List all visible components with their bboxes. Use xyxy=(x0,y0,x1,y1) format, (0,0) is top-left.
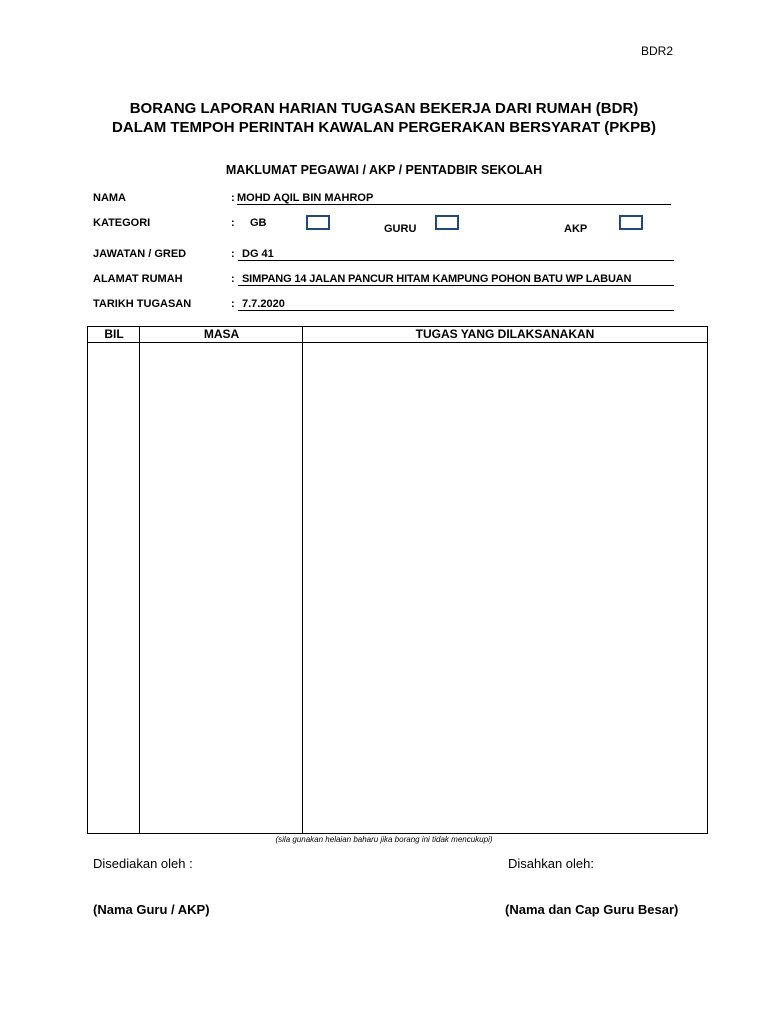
column-header-bil: BIL xyxy=(104,327,124,341)
alamat-value[interactable]: SIMPANG 14 JALAN PANCUR HITAM KAMPUNG POHON BATU WP LABUAN xyxy=(242,273,632,285)
kategori-gb-checkbox[interactable] xyxy=(306,215,330,230)
alamat-underline xyxy=(238,285,674,286)
jawatan-value[interactable]: DG 41 xyxy=(242,248,274,260)
nama-underline xyxy=(237,204,671,205)
form-code: BDR2 xyxy=(641,44,674,58)
form-title-line2: DALAM TEMPOH PERINTAH KAWALAN PERGERAKAN BERSYARAT (PKPB) xyxy=(112,119,656,136)
tarikh-colon: : xyxy=(231,298,235,310)
kategori-colon: : xyxy=(231,217,235,229)
jawatan-colon: : xyxy=(231,248,235,260)
form-title-line1: BORANG LAPORAN HARIAN TUGASAN BEKERJA DARI RUMAH (BDR) xyxy=(129,100,639,117)
alamat-label: ALAMAT RUMAH xyxy=(93,273,183,285)
nama-label: NAMA xyxy=(93,192,126,204)
kategori-akp-checkbox[interactable] xyxy=(619,215,643,230)
kategori-option-akp-label: AKP xyxy=(564,223,588,235)
alamat-colon: : xyxy=(231,273,235,285)
column-header-masa: MASA xyxy=(203,327,240,341)
kategori-label: KATEGORI xyxy=(93,217,151,229)
jawatan-label: JAWATAN / GRED xyxy=(93,248,187,260)
nama-value[interactable]: MOHD AQIL BIN MAHROP xyxy=(237,192,374,204)
tarikh-value[interactable]: 7.7.2020 xyxy=(242,298,285,310)
section-title: MAKLUMAT PEGAWAI / AKP / PENTADBIR SEKOLAH xyxy=(225,163,543,177)
prepared-name-label: (Nama Guru / AKP) xyxy=(93,902,210,917)
tarikh-label: TARIKH TUGASAN xyxy=(93,298,192,310)
tugas-cell-area[interactable] xyxy=(303,343,707,833)
verified-name-label: (Nama dan Cap Guru Besar) xyxy=(505,902,679,917)
kategori-option-gb-label: GB xyxy=(250,217,267,229)
kategori-option-guru-label: GURU xyxy=(384,223,417,235)
task-table xyxy=(87,326,708,834)
jawatan-underline xyxy=(238,260,674,261)
kategori-guru-checkbox[interactable] xyxy=(435,215,459,230)
column-header-tugas: TUGAS YANG DILAKSANAKAN xyxy=(415,327,595,341)
verified-by-label: Disahkan oleh: xyxy=(508,856,594,871)
table-note: (sila gunakan helaian baharu jika borang ini tidak mencukupi) xyxy=(275,835,493,844)
masa-cell-area[interactable] xyxy=(140,343,302,833)
bil-cell-area[interactable] xyxy=(88,343,139,833)
nama-colon: : xyxy=(231,192,235,204)
prepared-by-label: Disediakan oleh : xyxy=(93,856,193,871)
tarikh-underline xyxy=(238,310,674,311)
